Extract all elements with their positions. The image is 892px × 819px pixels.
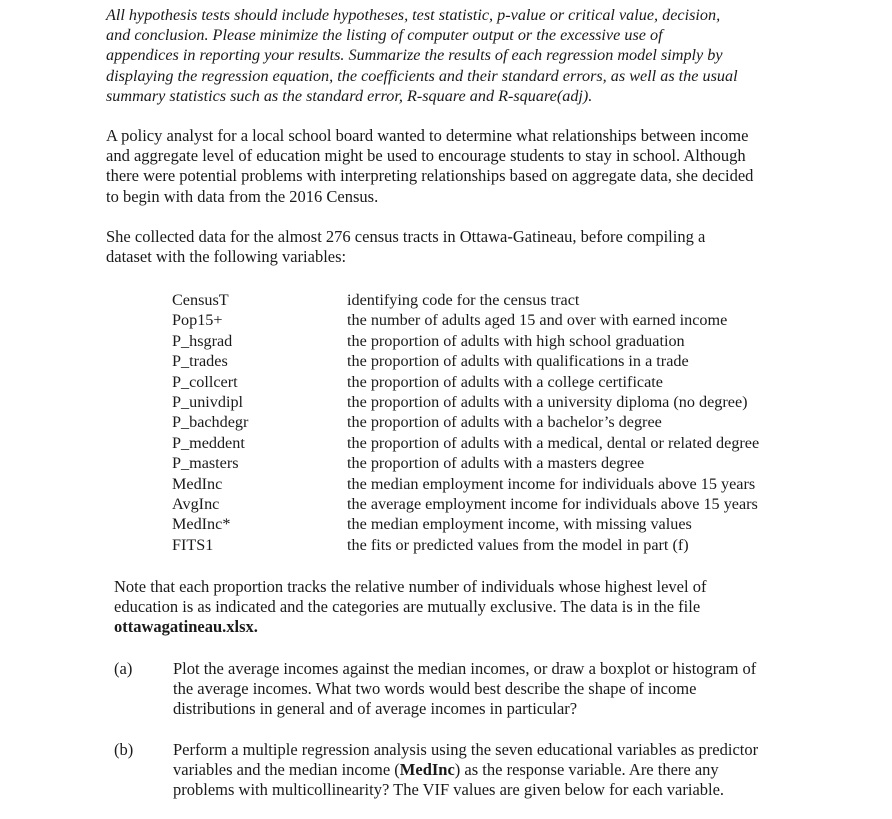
- variable-name: MedInc*: [172, 515, 231, 534]
- question-label: (a): [114, 659, 133, 678]
- variable-name: P_trades: [172, 352, 228, 371]
- variable-description: the median employment income for individuals above 15 years: [347, 474, 756, 493]
- variable-name: Pop15+: [172, 311, 223, 330]
- variable-row: [172, 392, 832, 412]
- variable-name: P_bachdegr: [172, 413, 249, 432]
- variable-list: [172, 290, 832, 555]
- question-text: [173, 740, 813, 801]
- variable-row: [172, 372, 832, 392]
- variable-description: the median employment income, with missing values: [347, 515, 692, 534]
- variable-row: [172, 331, 832, 351]
- question-text: Plot the average incomes against the median incomes, or draw a boxplot or histogram of the average incomes. What two words would best describe the shape of income distributions in general and of average incomes in particular?: [173, 659, 757, 719]
- variable-description: identifying code for the census tract: [347, 291, 580, 309]
- variable-row: [172, 494, 832, 514]
- variable-row: [172, 310, 832, 330]
- data-filename: ottawagatineau.xlsx.: [114, 617, 258, 637]
- variable-name: MedInc: [172, 474, 223, 493]
- question-text-after: ) as the response variable. Are there any problems with multicollinearity? The VIF values are given below for each variable.: [173, 760, 725, 800]
- variable-name: AvgInc: [172, 494, 220, 513]
- variable-row: [172, 433, 832, 453]
- variable-row: [172, 474, 832, 494]
- variable-description: the proportion of adults with qualifications in a trade: [347, 352, 689, 371]
- question-label: (b): [114, 740, 134, 759]
- variable-description: the proportion of adults with a medical, dental or related degree: [347, 433, 760, 452]
- variable-name: P_masters: [172, 454, 239, 473]
- data-collection-paragraph: She collected data for the almost 276 census tracts in Ottawa-Gatineau, before compiling a dataset with the following variables:: [106, 227, 706, 267]
- variable-name: P_collcert: [172, 372, 238, 391]
- note-text: Note that each proportion tracks the relative number of individuals whose highest level of education is as indicated and the categories are mutually exclusive. The data is in the file: [114, 577, 707, 617]
- variable-row: [172, 351, 832, 371]
- variable-description: the number of adults aged 15 and over with earned income: [347, 311, 728, 330]
- note-paragraph: [114, 577, 814, 638]
- variable-description: the proportion of adults with high school graduation: [347, 331, 685, 350]
- variable-description: the average employment income for individuals above 15 years: [347, 494, 758, 513]
- question-text-before: Perform a multiple regression analysis using the seven educational variables as predictor variables and the median income (: [173, 740, 759, 780]
- variable-name: P_hsgrad: [172, 331, 233, 350]
- variable-row: [172, 290, 832, 310]
- variable-description: the proportion of adults with a college certificate: [347, 372, 663, 391]
- variable-description: the proportion of adults with a university diploma (no degree): [347, 392, 748, 411]
- variable-name: P_meddent: [172, 433, 245, 452]
- variable-description: the fits or predicted values from the model in part (f): [347, 535, 689, 554]
- instructions-paragraph: All hypothesis tests should include hypotheses, test statistic, p-value or critical value, decision, and conclusion. Please minimize the listing of computer output or the excessive use of appendices in reporting your results. Summarize the results of each regression model simply by displaying the regression equation, the coefficients and their standard errors, as well as the usual summary statistics such as the standard error, R-square and R-square(adj).: [106, 6, 738, 105]
- variable-description: the proportion of adults with a bachelor’s degree: [347, 413, 662, 432]
- variable-row: [172, 453, 832, 473]
- variable-row: [172, 535, 832, 555]
- variable-row: [172, 412, 832, 432]
- variable-name: P_univdipl: [172, 392, 244, 411]
- response-variable-term: MedInc: [399, 760, 455, 780]
- context-paragraph: A policy analyst for a local school board wanted to determine what relationships between income and aggregate level of education might be used to encourage students to stay in school. Although there were potential problems with interpreting relationships based on aggregate data, she decided to begin with data from the 2016 Census.: [106, 126, 754, 206]
- variable-name: FITS1: [172, 535, 214, 554]
- variable-row: [172, 514, 832, 534]
- variable-name: CensusT: [172, 291, 229, 309]
- variable-description: the proportion of adults with a masters degree: [347, 454, 645, 473]
